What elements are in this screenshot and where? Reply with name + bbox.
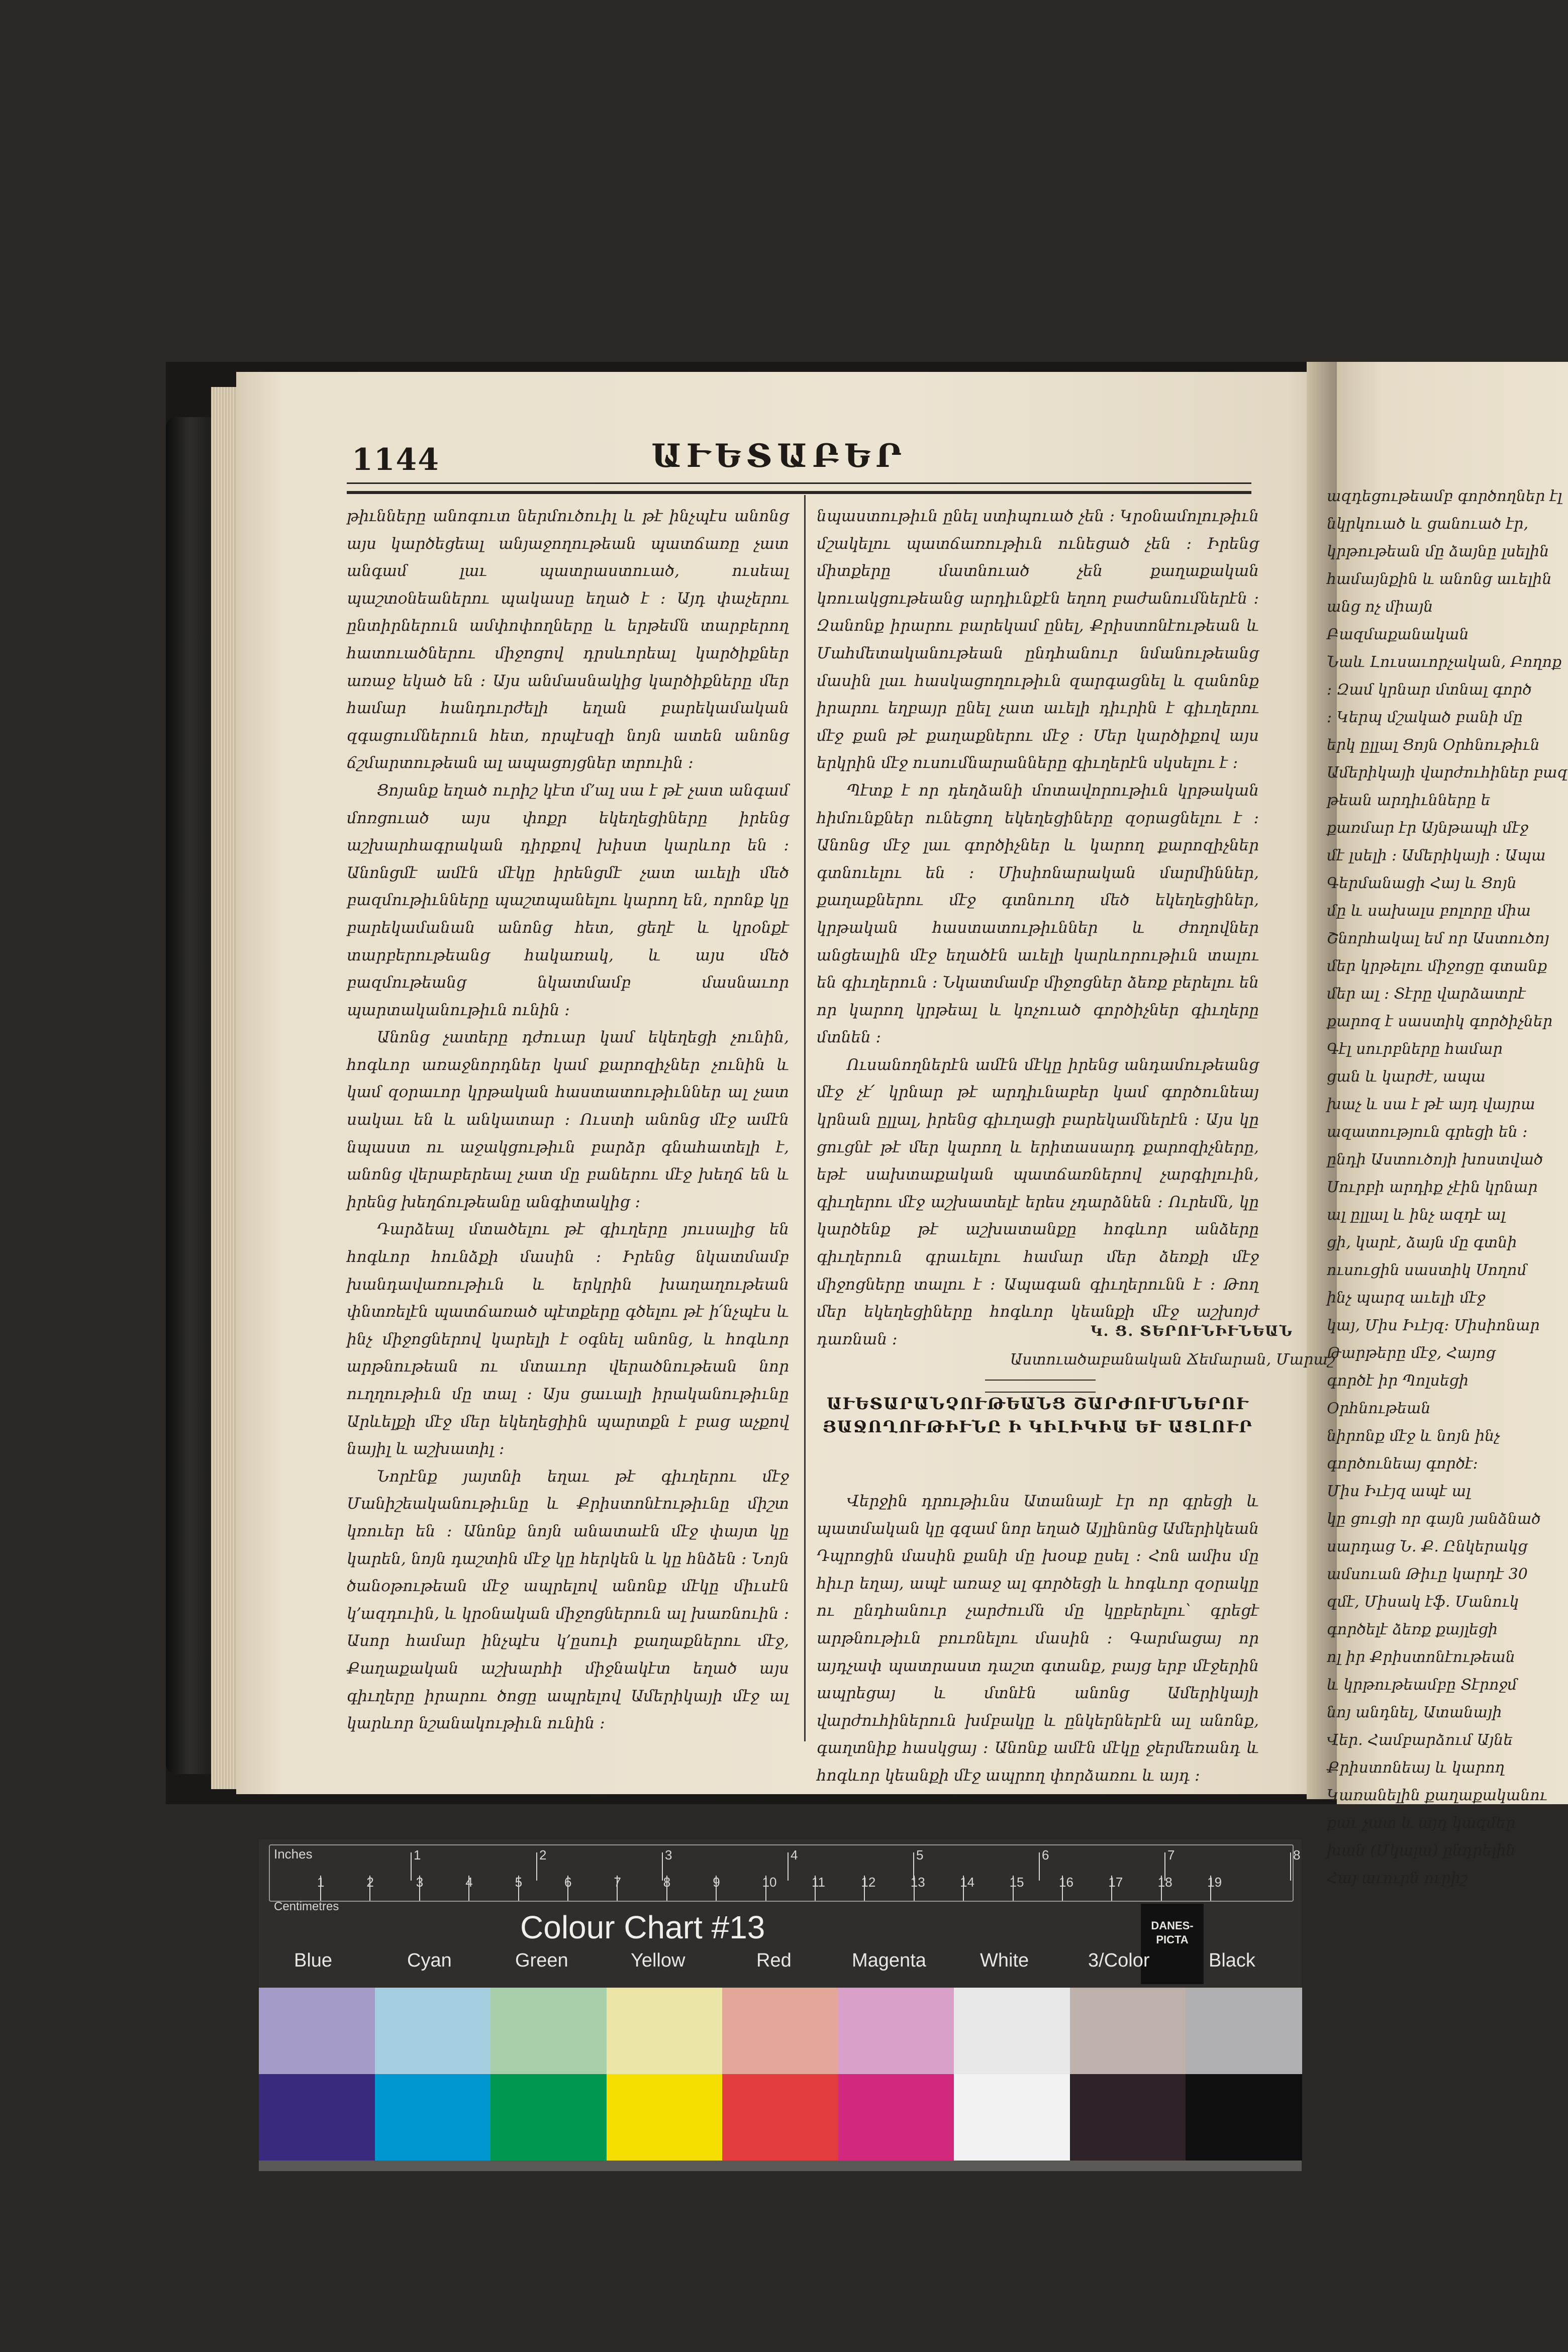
cm-tick-label: 6 — [564, 1875, 572, 1890]
right-page-line: ։ Կերպ մշակած բանի մը — [1327, 709, 1523, 726]
left-paragraph: Նորէնք յայտնի եղաւ թէ գիւղերու մէջ Մանիշեականութիւնը և Քրիստոնէութիւնը միշտ կռուեր են ։ Անոնք նոյն անատաէն մէջ փայտ կը կարեն, նոյն դաշտին մէջ կը հերկեն և կը հնձեն ։ Նոյն ծանօթութեան մէջ ապրելով անոնք մէկը միւսէն կ՚ազդուին, և կրօնական միջոցներուն ալ խառնուին ։ Ասոր համար ինչպէս կ՚ըսուի քաղաքներու մէջ, Քաղաքական աշխարհի միջնակէտ եղած այս գիւղերը իրարու ծոցը ապրելով Ամերիկայի մէջ ալ կարևոր նշանակութիւն ունին ։ — [347, 1467, 789, 1733]
swatch-label: Red — [756, 1950, 792, 1971]
inch-tick — [1290, 1852, 1291, 1881]
inch-tick-label: 4 — [791, 1847, 798, 1863]
left-paragraph: Անոնց չատերը դժուար կամ եկեղեցի չունին, հոգևոր առաջնորդներ կամ քարոզիչներ չունին և կամ զօրաւոր կրթական հաստատութիւններ ալ չատ սակաւ են և անկատար ։ Ուստի անոնց մէջ ամէն նպաստ ու աջակցութիւն բարձր գնահատելի է, անոնց վերաբերեալ չատ մը բաներու մէջ խեղճ են և իրենց խեղճութեանը անգիտակից ։ — [347, 1028, 789, 1211]
right-page-line: ցան և կարժէ, ապա — [1327, 1068, 1486, 1086]
right-page-line: ազդեցութեամբ գործողներ էլ — [1327, 487, 1562, 505]
inch-tick-label: 7 — [1167, 1847, 1175, 1863]
right-page-line: մը և սախալս բոլորը միա — [1327, 902, 1531, 920]
cm-tick-label: 11 — [812, 1875, 825, 1890]
right-paragraph: Պէտք է որ դեղձանի մոտավորութիւն կրթական հիմունքներ ունեցող եկեղեցիները զօրացնելու է ։ Անոնց մէջ լաւ գործիչներ և կարող քարոզիչներ գտնուելու են ։ Միսիոնարական մարմիններ, քաղաքներու մէջ գտնուող մեծ եկեղեցիներ, կրթական հաստատութիւններ և ժողովներ անցեալին մէջ եղածէն աւելի կարևորութիւն տալու են գիւղերուն ։ Նկատմամբ միջոցներ ձեռք բերելու են որ կարող կրթեալ և կոչուած գործիչներ գիւղերը մտնեն ։ — [817, 781, 1259, 1047]
right-page-line: զմէ, Միսակ էֆ. Մանուկ — [1327, 1593, 1519, 1611]
right-page-line: Ամերիկայի վարժուհիներ բազ — [1327, 764, 1568, 781]
right-page-line: ։ Զամ կրնար մտնալ գործ — [1327, 681, 1532, 699]
inch-tick-label: 3 — [665, 1847, 672, 1863]
inch-tick-label: 2 — [539, 1847, 547, 1863]
cm-tick-label: 2 — [366, 1875, 374, 1890]
inch-tick — [411, 1852, 412, 1881]
right-page-line: կրթութեան մը ձայնը լսելին — [1327, 543, 1549, 560]
inch-tick — [662, 1852, 663, 1881]
right-page-line: մեր կրթելու միջոցը գտանք — [1327, 957, 1547, 975]
right-page-line: կը ցուցի որ գայն յանձնած — [1327, 1510, 1541, 1528]
inch-tick — [788, 1852, 789, 1881]
right-page-line: գործունեայ գործէ։ — [1327, 1455, 1478, 1473]
section-ornament — [985, 1380, 1096, 1393]
colour-swatch — [722, 2074, 839, 2161]
swatch-labels — [259, 1950, 1302, 1985]
header-rule — [347, 482, 1251, 494]
inch-tick-label: 5 — [916, 1847, 924, 1863]
swatch-row-light — [259, 1988, 1302, 2074]
cm-tick-label: 4 — [465, 1875, 473, 1890]
right-page-line: սարդաց Ն. Ք. Ընկերակց — [1327, 1538, 1528, 1555]
cm-tick-label: 5 — [515, 1875, 523, 1890]
right-page-line: Միս Իւէյզ ապէ ալ — [1327, 1483, 1471, 1500]
right-page-line: ոլ իր Քրիստոնէութեան — [1327, 1648, 1515, 1666]
inch-tick — [536, 1852, 537, 1881]
colour-swatch — [491, 2074, 607, 2161]
right-page-line: Թարթերը մէջ, Հայոց — [1327, 1344, 1496, 1362]
cm-tick-label: 14 — [960, 1875, 975, 1890]
right-page-line: գործելէ ձեռք քայլեցի — [1327, 1621, 1498, 1638]
colour-swatch — [607, 1988, 723, 2074]
ruler — [269, 1844, 1301, 1902]
cm-tick-label: 12 — [861, 1875, 876, 1890]
ruler-inches-label: Inches — [274, 1846, 313, 1861]
cm-tick-label: 9 — [713, 1875, 720, 1890]
right-page-line: ազատություն գրեցի են ։ — [1327, 1123, 1528, 1141]
column-divider — [804, 495, 806, 1741]
colour-swatch — [1070, 2074, 1187, 2161]
right-column-bottom — [817, 1488, 1259, 1785]
right-page-line: նիրոնք մէջ և նոյն ինչ — [1327, 1427, 1500, 1445]
cm-tick-label: 15 — [1009, 1875, 1024, 1890]
cm-tick-label: 8 — [663, 1875, 671, 1890]
inch-tick-label: 8 — [1293, 1847, 1301, 1863]
right-page-line: քառմար էր Այնթապի մէջ — [1327, 819, 1529, 837]
right-column-top — [817, 503, 1259, 1367]
right-page-line: ինչ պարզ աւելի մէջ — [1327, 1289, 1486, 1307]
colour-swatch — [1070, 1988, 1187, 2074]
colour-swatch — [259, 1988, 375, 2074]
danes-picta-logo: DANES-PICTA — [1141, 1904, 1204, 1984]
inch-tick — [1039, 1852, 1040, 1881]
page-number: 1144 — [352, 442, 440, 477]
right-page-line: քաւ չատ և այդ կազմեր — [1327, 1814, 1516, 1832]
swatch-label: Cyan — [407, 1950, 452, 1971]
cm-tick-label: 3 — [416, 1875, 424, 1890]
right-paragraph: նպաստութիւն ընել ստիպուած չեն ։ Կրօնամոլութիւն մշակելու պատճառութիւն ունեցած չեն ։ Իրենց միտքերը մատնուած չեն քաղաքական կռուակցութեանց արդիւնքէն եղող բաժանումներէն ։ Զանոնք իրարու բարեկամ ընել, Քրիստոնէութեան և Մահմետականութեան ընդհանուր նմանութեանց մասին լաւ հասկացողութիւն զարգացնել և զանոնք իրարու եղբայր ընել չատ աւելի դիւրին է գիւղերու մէջ քան թէ քաղաքներու մէջ ։ Մեր կարծիքով այս երկրին մէջ ուսումնարանները գիւղերէն սկսելու է ։ — [817, 507, 1259, 772]
left-column — [347, 503, 789, 1734]
colour-swatch — [375, 1988, 492, 2074]
swatch-label: Yellow — [631, 1950, 685, 1971]
right-page-line: Գերմանացի Հայ և Ցոյն — [1327, 874, 1517, 892]
cm-tick-label: 10 — [762, 1875, 777, 1890]
cm-tick-label: 16 — [1059, 1875, 1073, 1890]
right-page-line: քարոզ է սաստիկ գործիչներ — [1327, 1013, 1553, 1030]
right-page-line: ամսուան Թիւը կարդէ 30 — [1327, 1565, 1528, 1583]
right-page-line: խաչ և սա է թէ այդ վայրա — [1327, 1096, 1535, 1113]
right-page-line: Գէլ սուրբները համար — [1327, 1040, 1503, 1058]
colour-swatch — [1186, 1988, 1302, 2074]
swatch-label: Black — [1209, 1950, 1255, 1971]
running-head: ԱՒԵՏԱԲԵՐ — [651, 437, 907, 475]
right-paragraph: Վերջին դրութիւնս Ատանայէ էր որ գրեցի և պատմական կը գզամ նոր եղած Այլինոնց Ամերիկեան Դպրոցին մասին քանի մը խօսք ըսել ։ Հոն ամիս մը հիւր եղայ, ապէ առաջ ալ գործեցի և հոգևոր զօրակը ու ընդհանուր չարժումն մը կըբերելու՝ գրեցէ արթնութիւն բուռնելու մասին ։ Գարմացայ որ այդչափ պատրաստ դաշտ գտանք, բայց երբ մէջերին ապրեցայ և մտնէն անոնց Ամերիկայի վարժուհիներուն խմբակը և ընկերներէն ալ անոնք, գաղտնիք հասկցայ ։ Անոնք ամէն մէկը ջերմեռանդ և հոգևոր կեանքի մէջ ապրող փորձառու և այդ ։ — [817, 1492, 1259, 1785]
right-page-line: ալ ըլլալ և ինչ ազդէ ալ — [1327, 1206, 1506, 1224]
left-paragraph: Ցոյանք եղած ուրիշ կէտ մ՚ալ սա է թէ չատ անգամ մոռցուած այս փոքր եկեղեցիները իրենց աշխարհագրական դիրքով խիստ կարևոր են ։ Անոնցմէ ամէն մէկը իրենցմէ չատ աւելի մեծ բազմութիւնները պաշտպանելու կարող են, որոնք կը բարեկամանան անոնց հետ, ցեղէ և կրօնքէ տարբերութեանց հակառակ, և այս մեծ բազմութեանց նկատմամբ մասնաւոր պարտականութիւն ունին ։ — [347, 781, 789, 1019]
right-page-text — [1327, 482, 1568, 1887]
right-page-line: կայ, Միս Իւէյզ։ Միսիոնար — [1327, 1317, 1540, 1334]
right-page-line: մեր ալ ։ Տէրը վարձատրէ — [1327, 985, 1526, 1003]
author-place: Աստուածաբանական Ճեմարան, Մարաշ — [1010, 1351, 1335, 1368]
colour-chart — [259, 1839, 1302, 2171]
right-page-line: գործէ իր Պոլսեցի Օրհնութեան — [1327, 1372, 1469, 1417]
right-page-line: նոյ անդնել, Ատանայի — [1327, 1704, 1502, 1721]
colour-chart-title: Colour Chart #13 — [520, 1909, 765, 1945]
swatch-label: Blue — [294, 1950, 333, 1971]
inch-tick-label: 1 — [414, 1847, 421, 1863]
colour-swatch — [375, 2074, 492, 2161]
right-page-line: ուսուցին սաստիկ Սողոմ — [1327, 1261, 1527, 1279]
right-page-line: Քրիստոնեայ և կարող — [1327, 1759, 1505, 1777]
right-page-line: Վեր. Համբարձում Այնե — [1327, 1731, 1513, 1749]
right-page-line: Կառանելին քաղաքականու — [1327, 1787, 1547, 1804]
colour-swatch — [1186, 2074, 1302, 2161]
right-page-line: ընդի Աստուծոյի խոստված — [1327, 1151, 1543, 1168]
colour-swatch — [259, 2074, 375, 2161]
cm-tick-label: 18 — [1157, 1875, 1172, 1890]
ruler-centimetres-label: Centimetres — [274, 1900, 339, 1913]
cm-tick-label: 7 — [614, 1875, 621, 1890]
right-page-line: ցի, կարէ, ձայն մը գտնի — [1327, 1234, 1517, 1251]
right-page-line: թեան արդիւնները ե — [1327, 792, 1491, 809]
swatch-label: 3/Color — [1088, 1950, 1150, 1971]
right-page-line: Սուրբի արդիք չէին կրնար — [1327, 1179, 1538, 1196]
cm-tick-label: 13 — [910, 1875, 925, 1890]
right-paragraph: Ուսանողներէն ամէն մէկը իրենց անդամութեանց մէջ չէ՛ կրնար թէ արդիւնաբեր կամ գործունեայ կրնան ըլլալ, իրենց գիւղացի բարեկամներէն ։ Այս կը ցուցնէ թէ մեր կարող և երիտասարդ քարոզիչները, եթէ սախտաքական պատճառներով չարգիլուին, գիւղերու մէջ աշխատելէ երես չդարձնեն ։ Ուրեմն, կը կարծենք թէ աշխատանքը հոգևոր անձերը գիւղերուն գրաւելու համար մեր ձեռքի մէջ միջոցները տալու է ։ Ապագան գիւղերունն է ։ Թող մեր եկեղեցիները հոգևոր կեանքի մէջ աշխոյժ դառնան ։ — [817, 1055, 1259, 1348]
cm-tick-label: 17 — [1108, 1875, 1123, 1890]
colour-swatch — [722, 1988, 839, 2074]
right-page-line: Շնորհակալ եմ որ Աստուծոյ — [1327, 930, 1549, 947]
right-page-line: խան (Մկալա) ընդրելին — [1327, 1842, 1516, 1859]
colour-swatch — [607, 2074, 723, 2161]
right-page-line: Հայ աւուրն ուրիշ — [1327, 1870, 1467, 1887]
swatch-row-dark — [259, 2074, 1302, 2161]
section-title: ԱՒԵՏԱՐԱՆՉՈՒԹԵԱՆՑ ՇԱՐԺՈՒՄՆԵՐՈՒ ՅԱՋՈՂՈՒԹԻՒՆԸ Ի ԿԻԼԻԿԻԱ ԵՒ ԱՑԼՈՒՐ — [823, 1394, 1253, 1436]
right-page-line: Նաև Լուսաւորչական, Բողոք — [1327, 653, 1562, 671]
right-page-line: նկրկուած և ցանուած էր, — [1327, 515, 1529, 533]
right-page-line: համայնքին և անոնց աւելին — [1327, 570, 1552, 588]
cm-tick-label: 1 — [317, 1875, 325, 1890]
cm-tick-label: 19 — [1207, 1875, 1222, 1890]
colour-swatch — [838, 2074, 955, 2161]
left-paragraph: Դարձեալ մտածելու թէ գիւղերը յուսալից են հոգևոր հունձքի մասին ։ Իրենց նկատմամբ խանդավառութիւն և երկրին խաղաղութեան փնտռելէն պատճառած պէտքերը գծելու թէ ի՛նչպէս և ինչ միջոցներով կարելի է օգնել անոնց, և հոգևոր արթնութեան ու մտաւոր վերածնութեան նոր ուղղութիւն մը տալ ։ Այս ցաւալի իրականութիւնը Արևելքի մէջ մեր եկեղեցիին պարտքն է բաց աչքով նայիլ և աշխատիլ ։ — [347, 1220, 789, 1458]
right-page-line: երկ ըլլալ Ցոյն Օրհնութիւն — [1327, 736, 1540, 754]
right-page-line: և կրթութեամբը Տէրոջմ — [1327, 1676, 1517, 1694]
right-page-line: մէ լսելի ։ Ամերիկայի ։ Ապա — [1327, 847, 1546, 864]
colour-swatch — [491, 1988, 607, 2074]
left-paragraph: թիւնները անոգուտ ներմուծուիլ և թէ ինչպէս անոնց այս կարծեցեալ անյաջողութեան պատճառը չատ անգամ լաւ պատրաստուած, ուսեալ պաշտօնեաներու պակասը եղած է ։ Այդ փաչերու ընտիրներուն ամփոփողները և երթեմն տարբերող հատուածներու միջոցով դրսևորեալ կարծիքներ առաջ եկած են ։ Այս անմասնակից կարծիքները մեր համար հանդուրժելի եղան բարեկամական զգացումներուն հետ, որպէսզի նոյն ատեն անոնց ճշմարտութեան ալ ապացոյցներ տրուին ։ — [347, 507, 789, 772]
inch-tick-label: 6 — [1042, 1847, 1049, 1863]
swatch-label: White — [980, 1950, 1029, 1971]
swatch-label: Green — [515, 1950, 568, 1971]
swatch-label: Magenta — [852, 1950, 926, 1971]
colour-swatch — [954, 2074, 1070, 2161]
author-signature: Կ. Ց. ՏԵՐՈՒՆԻՒՆԵԱՆ — [1091, 1323, 1293, 1339]
right-page-line: անց ոչ միայն Բազմաքանական — [1327, 598, 1469, 643]
colour-swatch — [838, 1988, 955, 2074]
colour-swatch — [954, 1988, 1070, 2074]
